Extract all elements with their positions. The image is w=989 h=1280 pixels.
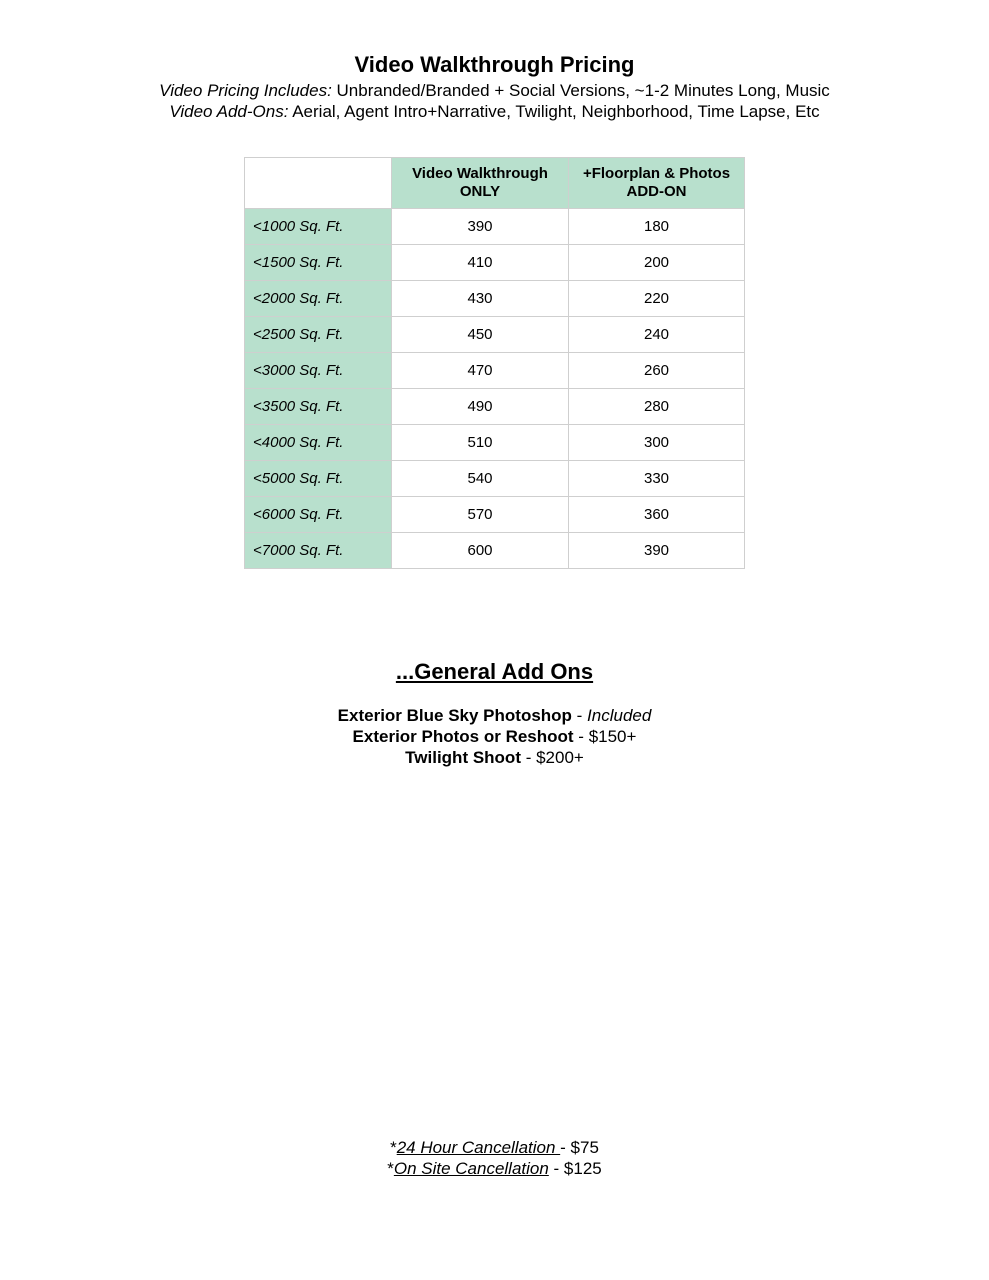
size-cell: <1500 Sq. Ft. xyxy=(245,245,392,281)
size-cell: <6000 Sq. Ft. xyxy=(245,497,392,533)
addon-item xyxy=(0,726,989,747)
addon-price: $150+ xyxy=(588,727,637,746)
addon-separator: - xyxy=(571,706,588,725)
video-price-cell: 430 xyxy=(392,281,569,317)
floorplan-price-cell: 330 xyxy=(569,461,745,497)
video-price-cell: 470 xyxy=(392,353,569,389)
video-price-cell: 600 xyxy=(392,533,569,569)
table-corner-cell xyxy=(245,158,392,209)
addon-price: $200+ xyxy=(536,748,584,767)
cancellation-fee: - $75 xyxy=(560,1138,599,1157)
size-cell: <1000 Sq. Ft. xyxy=(245,209,392,245)
table-row xyxy=(245,533,745,569)
video-addons-label: Video Add-Ons: xyxy=(169,102,289,121)
table-header-row xyxy=(245,158,745,209)
addon-name: Twilight Shoot xyxy=(405,748,521,767)
size-cell: <2500 Sq. Ft. xyxy=(245,317,392,353)
video-price-cell: 490 xyxy=(392,389,569,425)
table-row xyxy=(245,497,745,533)
cancellation-item xyxy=(0,1158,989,1179)
includes-label: Video Pricing Includes: xyxy=(159,81,332,100)
floorplan-price-cell: 390 xyxy=(569,533,745,569)
size-cell: <4000 Sq. Ft. xyxy=(245,425,392,461)
includes-text: Unbranded/Branded + Social Versions, ~1-2 Minutes Long, Music xyxy=(331,81,830,100)
cancellation-label: 24 Hour Cancellation xyxy=(396,1138,561,1157)
table-row xyxy=(245,245,745,281)
table-row xyxy=(245,461,745,497)
pricing-table xyxy=(244,157,745,569)
addon-name: Exterior Blue Sky Photoshop xyxy=(337,706,572,725)
cancellation-label: On Site Cancellation xyxy=(393,1159,549,1178)
page-title: Video Walkthrough Pricing xyxy=(354,52,635,77)
addon-separator: - xyxy=(520,748,537,767)
video-addons-line xyxy=(0,101,989,122)
video-price-cell: 390 xyxy=(392,209,569,245)
video-price-cell: 570 xyxy=(392,497,569,533)
column-header-floorplan: +Floorplan & Photos ADD-ON xyxy=(569,158,745,209)
video-price-cell: 410 xyxy=(392,245,569,281)
size-cell: <7000 Sq. Ft. xyxy=(245,533,392,569)
cancellation-fee: - $125 xyxy=(548,1159,602,1178)
floorplan-price-cell: 200 xyxy=(569,245,745,281)
general-addons-title: ...General Add Ons xyxy=(395,659,594,684)
floorplan-price-cell: 240 xyxy=(569,317,745,353)
table-row xyxy=(245,281,745,317)
size-cell: <3500 Sq. Ft. xyxy=(245,389,392,425)
column-header-video: Video Walkthrough ONLY xyxy=(392,158,569,209)
floorplan-price-cell: 180 xyxy=(569,209,745,245)
includes-line xyxy=(0,80,989,101)
general-addons-list xyxy=(0,705,989,768)
video-addons-text: Aerial, Agent Intro+Narrative, Twilight, Neighborhood, Time Lapse, Etc xyxy=(288,102,820,121)
general-addons-section xyxy=(0,657,989,768)
cancellation-asterisk: * xyxy=(387,1159,394,1178)
cancellation-asterisk: * xyxy=(390,1138,397,1157)
addon-price: Included xyxy=(587,706,652,725)
addon-item xyxy=(0,747,989,768)
cancellation-section xyxy=(0,1137,989,1179)
size-cell: <2000 Sq. Ft. xyxy=(245,281,392,317)
table-row xyxy=(245,209,745,245)
table-row xyxy=(245,389,745,425)
table-body xyxy=(245,209,745,569)
table-row xyxy=(245,353,745,389)
cancellation-item xyxy=(0,1137,989,1158)
floorplan-price-cell: 220 xyxy=(569,281,745,317)
video-price-cell: 510 xyxy=(392,425,569,461)
floorplan-price-cell: 260 xyxy=(569,353,745,389)
floorplan-price-cell: 300 xyxy=(569,425,745,461)
floorplan-price-cell: 360 xyxy=(569,497,745,533)
video-price-cell: 540 xyxy=(392,461,569,497)
document-header xyxy=(0,50,989,122)
table-row xyxy=(245,317,745,353)
addon-name: Exterior Photos or Reshoot xyxy=(352,727,574,746)
size-cell: <5000 Sq. Ft. xyxy=(245,461,392,497)
size-cell: <3000 Sq. Ft. xyxy=(245,353,392,389)
addon-separator: - xyxy=(573,727,589,746)
floorplan-price-cell: 280 xyxy=(569,389,745,425)
addon-item xyxy=(0,705,989,726)
video-price-cell: 450 xyxy=(392,317,569,353)
table-row xyxy=(245,425,745,461)
